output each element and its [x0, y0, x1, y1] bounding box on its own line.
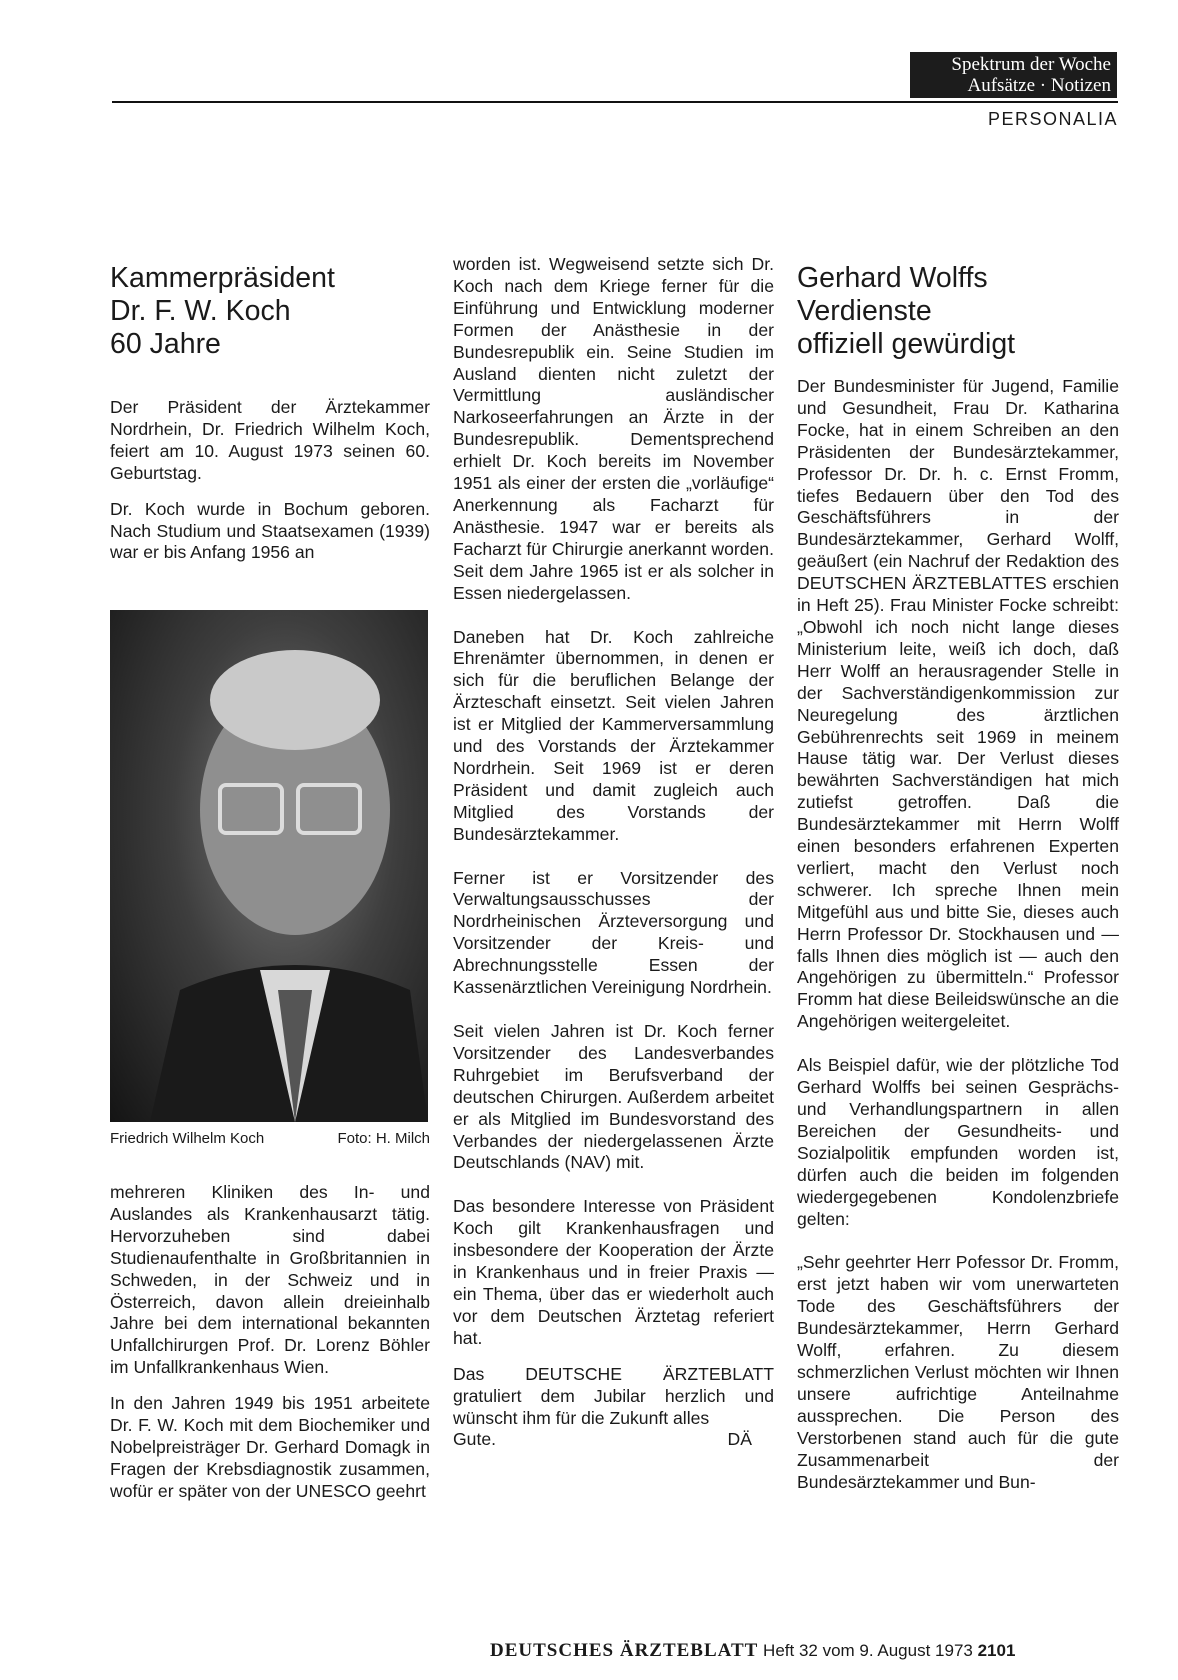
article1-title-line1: Kammerpräsident [110, 262, 335, 294]
badge-line-1: Spektrum der Woche [951, 54, 1111, 75]
article1-paragraph-3: mehreren Kliniken des In- und Auslandes als Krankenhausarzt tätig. Hervorzuheben sind dabei Studienaufenthalte in Großbritannien in Schweden, in der Schweiz und in Österreich, davon allein dreieinhalb Jahre bei dem international bekannten Unfallchirurgen Prof. Dr. Lorenz Böhler im Unfallkrankenhaus Wien. [110, 1182, 430, 1378]
article2-title [797, 262, 1119, 361]
footer-masthead: DEUTSCHES ÄRZTEBLATT [490, 1640, 759, 1661]
portrait-illustration [110, 610, 428, 1122]
article2-paragraph-2: Als Beispiel dafür, wie der plötzliche Tod Gerhard Wolffs bei seinen Gesprächs- und Verhandlungspartnern in allen Bereichen der Gesundheits- und Sozialpolitik empfunden worden ist, dürfen auch die beiden im folgenden wiedergegebenen Kondolenzbriefe gelten: [797, 1055, 1119, 1229]
article1-paragraph-4: In den Jahren 1949 bis 1951 arbeitete Dr. F. W. Koch mit dem Biochemiker und Nobelpreisträger Dr. Gerhard Domagk in Fragen der Krebsdiagnostik zusammen, wofür er später von der UNESCO geehrt [110, 1393, 430, 1501]
article1-title [110, 262, 430, 361]
article1-paragraph-10: Das DEUTSCHE ÄRZTEBLATT gratuliert dem Jubilar herzlich und wünscht ihm für die Zukunft alles [453, 1363, 774, 1428]
article1-column-2 [453, 254, 774, 1451]
photo-caption [110, 1130, 430, 1147]
article1-continued [110, 1182, 430, 1503]
article1-paragraph-9: Das besondere Interesse von Präsident Koch gilt Krankenhausfragen und insbesondere der Kooperation der Ärzte in Krankenhaus und in freier Praxis — ein Thema, über das er wiederholt auch vor dem Deutschen Ärztetag referiert hat. [453, 1196, 774, 1348]
article1-title-line2: Dr. F. W. Koch [110, 295, 291, 327]
article2-body [797, 376, 1119, 1493]
article2-title-line2: Verdienste [797, 295, 932, 327]
article1-title-line3: 60 Jahre [110, 328, 221, 360]
badge-line-2: Aufsätze · Notizen [967, 75, 1111, 96]
article2-title-line3: offiziell gewürdigt [797, 328, 1016, 360]
article1-signoff-line [453, 1429, 774, 1451]
portrait-photo [110, 610, 428, 1122]
article1-intro [110, 397, 430, 564]
article1-paragraph-7: Ferner ist er Vorsitzender des Verwaltungsausschusses der Nordrheinischen Ärzteversorgung und Vorsitzender der Kreis- und Abrechnungsstelle Essen der Kassenärztlichen Vereinigung Nordrhein. [453, 867, 774, 998]
article1-paragraph-8: Seit vielen Jahren ist Dr. Koch ferner Vorsitzender des Landesverbandes Ruhrgebiet im Berufsverband der deutschen Chirurgen. Außerdem arbeitet er als Mitglied im Bundesvorstand des Verbandes der niedergelassenen Ärzte Deutschlands (NAV) mit. [453, 1021, 774, 1173]
footer-issue: Heft 32 vom 9. August 1973 [763, 1641, 973, 1660]
header-rule [112, 101, 1118, 103]
section-badge [910, 52, 1117, 98]
article1-paragraph-10-end: Gute. [453, 1429, 497, 1450]
section-label: PERSONALIA [987, 109, 1118, 129]
caption-name: Friedrich Wilhelm Koch [110, 1130, 265, 1147]
article1-paragraph-2: Dr. Koch wurde in Bochum geboren. Nach Studium und Staatsexamen (1939) war er bis Anfang 1956 an [110, 498, 430, 563]
page-footer [490, 1640, 1015, 1662]
article1-paragraph-1: Der Präsident der Ärztekammer Nordrhein, Dr. Friedrich Wilhelm Koch, feiert am 10. August 1973 seinen 60. Geburtstag. [110, 397, 430, 483]
article1-paragraph-5: worden ist. Wegweisend setzte sich Dr. Koch nach dem Kriege ferner für die Einführung und Entwicklung moderner Formen der Anästhesie in der Bundesrepublik ein. Seine Studien im Ausland dienten nicht zuletzt der Vermittlung ausländischer Narkoseerfahrungen an Ärzte in der Bundesrepublik. Dementsprechend erhielt Dr. Koch bereits im November 1951 als einer der ersten die „vorläufige“ Anerkennung als Facharzt für Anästhesie. 1947 war er bereits als Facharzt für Chirurgie anerkannt worden. Seit dem Jahre 1965 ist er als solcher in Essen niedergelassen. [453, 254, 774, 603]
footer-page-number: 2101 [977, 1641, 1016, 1660]
article2-paragraph-1: Der Bundesminister für Jugend, Familie und Gesundheit, Frau Dr. Katharina Focke, hat in einem Schreiben an den Präsidenten der Bundesärztekammer, Professor Dr. Dr. h. c. Ernst Fromm, tiefes Bedauern über den Tod des Geschäftsführers in der Bundesärztekammer, Gerhard Wolff, geäußert (ein Nachruf der Redaktion des DEUTSCHEN ÄRZTEBLATTES erschien in Heft 25). Frau Minister Focke schreibt: „Obwohl ich noch nicht lange dieses Ministerium leite, weiß ich doch, daß Herr Wolff an herausragender Stelle in der Sachverständigenkommission zur Neuregelung des ärztlichen Gebührenrechts seit 1969 in meinem Hause tätig war. Der Verlust dieses bewährten Sachverständigen hat mich zutiefst getroffen. Daß die Bundesärztekammer mit Herrn Wolff einen besonders erfahrenen Experten verliert, macht den Verlust noch schwerer. Ich spreche Ihnen mein Mitgefühl aus und bitte Sie, dieses auch Herrn Professor Dr. Stockhausen und — falls Ihnen dies möglich ist — auch den Angehörigen zu übermitteln.“ Professor Fromm hat diese Beileidswünsche an die Angehörigen weitergeleitet. [797, 376, 1119, 1032]
caption-credit: Foto: H. Milch [337, 1130, 430, 1147]
article1-signoff: DÄ [727, 1429, 752, 1450]
article1-paragraph-6: Daneben hat Dr. Koch zahlreiche Ehrenämter übernommen, in denen er sich für die beruflichen Belange der Ärzteschaft einsetzt. Seit vielen Jahren ist er Mitglied der Kammerversammlung und des Vorstands der Ärztekammer Nordrhein. Seit 1969 ist er deren Präsident und damit zugleich auch Mitglied des Vorstands der Bundesärztekammer. [453, 626, 774, 844]
article2-paragraph-3: „Sehr geehrter Herr Pofessor Dr. Fromm, erst jetzt haben wir vom unerwarteten Tode des Geschäftsführers der Bundesärztekammer, Herrn Gerhard Wolff, erfahren. Zu diesem schmerzlichen Verlust möchten wir Ihnen unsere aufrichtige Anteilnahme aussprechen. Die Person des Verstorbenen stand auch für die gute Zusammenarbeit der Bundesärztekammer und Bun- [797, 1252, 1119, 1492]
article2-title-line1: Gerhard Wolffs [797, 262, 988, 294]
